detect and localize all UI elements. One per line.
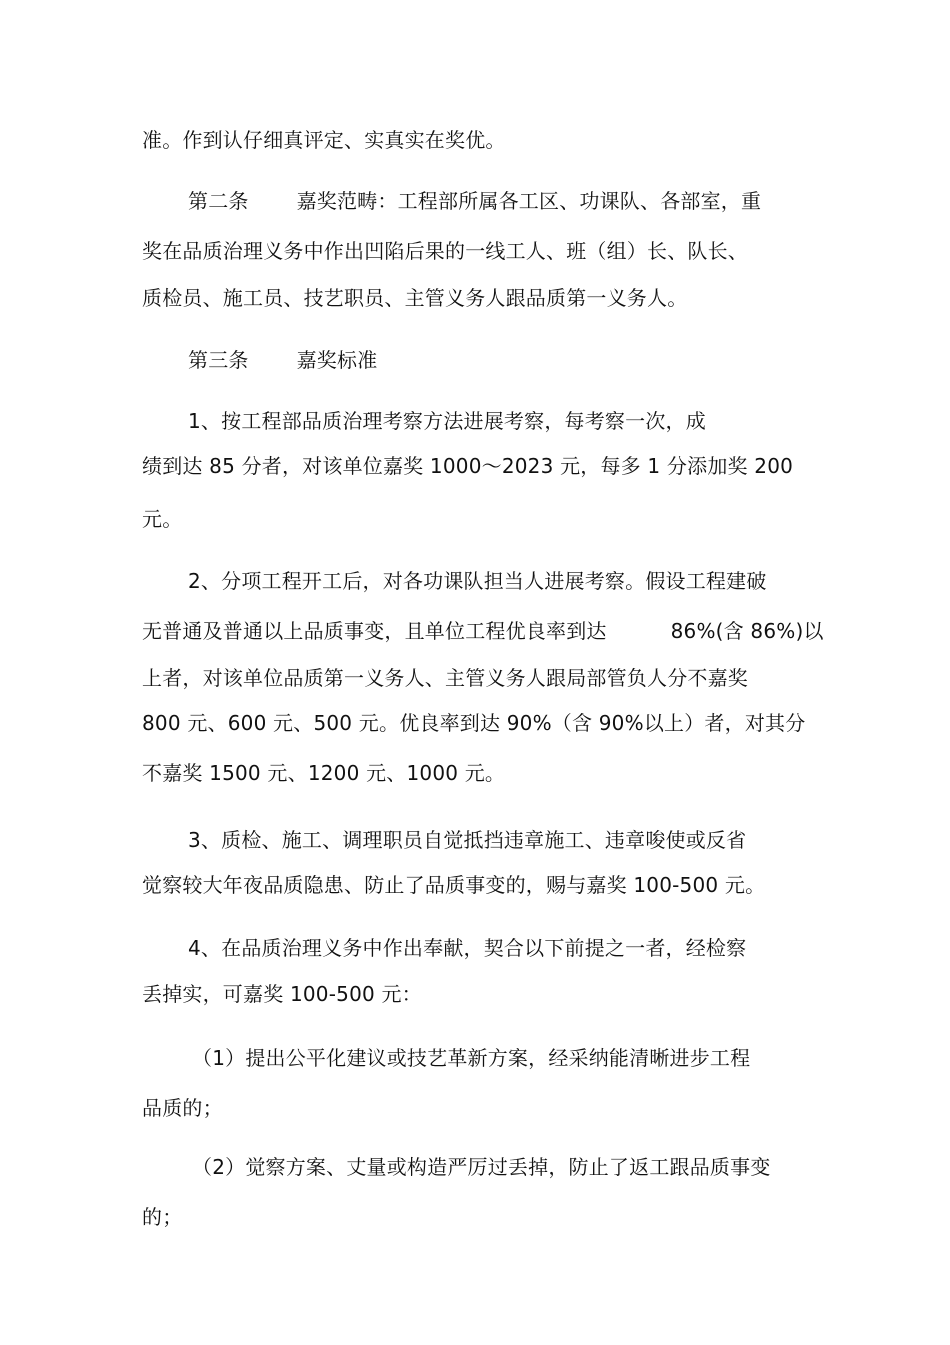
sub-item-1-line-1: （1）提出公平化建议或技艺革新方案，经采纳能清晰进步工程: [192, 1046, 751, 1070]
article-2-heading: [188, 187, 761, 215]
item-4-line-1: 4、在品质治理义务中作出奉献，契合以下前提之一者，经检察: [188, 936, 747, 960]
article-2-label: 第二条: [188, 189, 249, 213]
item-2-line-2-text: 无普通及普通以上品质事变，且单位工程优良率到达: [142, 619, 607, 643]
item-2-line-1: 2、分项工程开工后，对各功课队担当人进展考察。假设工程建破: [188, 569, 767, 593]
article-3-text: 嘉奖标准: [296, 348, 378, 372]
sub-item-2-line-1: （2）觉察方案、丈量或构造严厉过丢掉，防止了返工跟品质事变: [192, 1155, 771, 1179]
item-2-line-4: 800 元、600 元、500 元。优良率到达 90%（含 90%以上）者，对其分: [142, 711, 806, 735]
item-2-line-2: [142, 617, 824, 645]
line-criteria-end: 准。作到认仔细真评定、实真实在奖优。: [142, 128, 506, 152]
article-3-heading: [188, 346, 377, 374]
article-3-label: 第三条: [188, 348, 249, 372]
article-2-text: 嘉奖范畴：工程部所属各工区、功课队、各部室，重: [296, 189, 762, 213]
article-2-line-2: 奖在品质治理义务中作出凹陷后果的一线工人、班（组）长、队长、: [142, 239, 748, 263]
article-2-line-3: 质检员、施工员、技艺职员、主管义务人跟品质第一义务人。: [142, 286, 688, 310]
item-1-line-3: 元。: [142, 507, 183, 531]
item-3-line-1: 3、质检、施工、调理职员自觉抵挡违章施工、违章唆使或反省: [188, 828, 747, 852]
item-1-line-2: 绩到达 85 分者，对该单位嘉奖 1000～2023 元，每多 1 分添加奖 200: [142, 454, 794, 478]
item-3-line-2: 觉察较大年夜品质隐患、防止了品质事变的，赐与嘉奖 100-500 元。: [142, 873, 766, 897]
sub-item-2-line-2: 的；: [142, 1205, 183, 1229]
item-2-line-2-rate: 86%(含 86%)以: [670, 619, 824, 643]
item-2-line-5: 不嘉奖 1500 元、1200 元、1000 元。: [142, 761, 506, 785]
item-1-line-1: 1、按工程部品质治理考察方法进展考察，每考察一次，成: [188, 409, 706, 433]
sub-item-1-line-2: 品质的；: [142, 1096, 223, 1120]
item-4-line-2: 丢掉实，可嘉奖 100-500 元：: [142, 982, 422, 1006]
item-2-line-3: 上者，对该单位品质第一义务人、主管义务人跟局部管负人分不嘉奖: [142, 666, 748, 690]
